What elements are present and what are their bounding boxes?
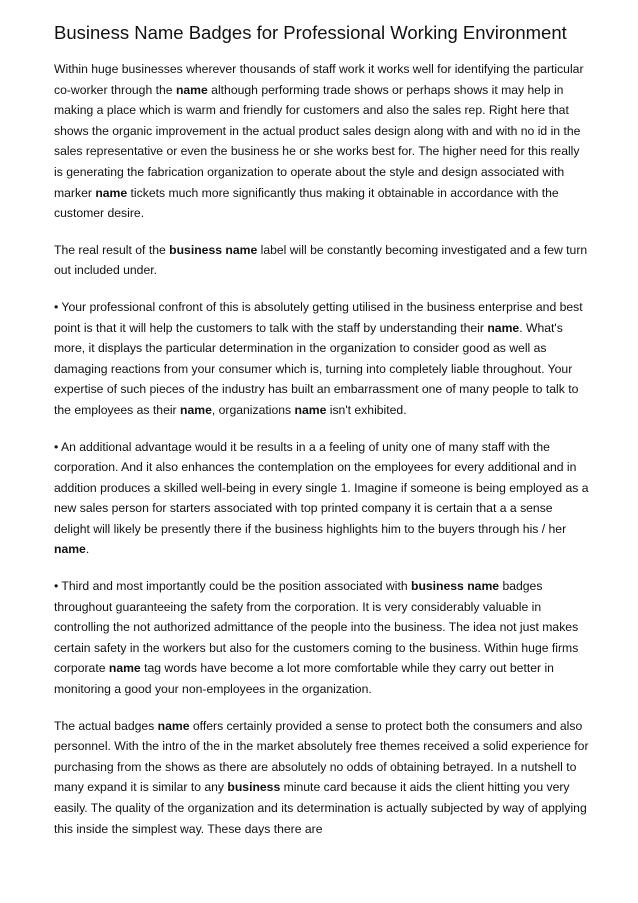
body-paragraph (54, 716, 590, 840)
text-run: minute card because it aids the client hitting you very easily. The quality of the organization and its determination is actually subjected by way of applying this inside the simplest way. These days there are (54, 780, 587, 836)
text-run: isn't exhibited. (326, 402, 407, 417)
text-run: • Your professional confront of this is absolutely getting utilised in the business enterprise and best point is that it will help the customers to talk with the staff by understanding their (54, 299, 583, 335)
text-run: although performing trade shows or perhaps shows it may help in making a place which is warm and friendly for customers and also the sales rep. Right here that shows the organic improvement in the actual product sales design along with and with no id in the sales representative or even the business he or she works best for. The higher need for this really is generating the fabrication organization to operate about the style and design associated with marker (54, 82, 581, 200)
document-title: Business Name Badges for Professional Working Environment (54, 22, 567, 43)
text-run: , organizations (211, 402, 295, 417)
bold-keyword: name (175, 82, 208, 97)
bold-keyword: name (54, 542, 86, 557)
body-paragraph (54, 59, 590, 224)
body-paragraph (54, 437, 590, 561)
text-run: . (85, 542, 90, 557)
document-body (54, 59, 590, 839)
bold-keyword: name (95, 185, 128, 200)
bold-keyword: name (487, 320, 520, 335)
text-run: badges throughout guaranteeing the safety from the corporation. It is very considerably valuable in controlling the not authorized admittance of the people into the business. The idea not just makes certain safety in the workers but also for the customers coming to the business. Within huge firms corporate (54, 579, 579, 676)
document-page (54, 22, 590, 855)
text-run: . What's more, it displays the particular determination in the organization to consider good as well as damaging reactions from your consumer which is, turning into completely liable throughout. Your expertise of such pieces of the industry has built an embarrassment one of many people to talk to the employees as their (54, 320, 579, 417)
text-run: • An additional advantage would it be results in a a feeling of unity one of many staff with the corporation. And it also enhances the contemplation on the employees for every additional and in addition produces a skilled well-being in every single 1. Imagine if someone is being employed as a new sales person for starters associated with top printed company it is certain that a a sense delight will likely be presently there if the business highlights him to the buyers through his / her (54, 439, 589, 536)
body-paragraph (54, 240, 590, 281)
bold-keyword: name (157, 718, 190, 733)
text-run: • Third and most importantly could be the position associated with (54, 579, 411, 594)
text-run: label will be constantly becoming investigated and a few turn out included under. (54, 242, 588, 278)
bold-keyword: name (180, 402, 212, 417)
body-paragraph (54, 297, 590, 421)
bold-keyword: business name (411, 579, 500, 594)
body-paragraph (54, 576, 590, 700)
text-run: The actual badges (54, 718, 158, 733)
bold-keyword: business name (169, 242, 258, 257)
text-run: The real result of the (54, 242, 170, 257)
bold-keyword: business (227, 780, 281, 795)
text-run: tag words have become a lot more comfortable while they carry out better in monitoring a good your non-employees in the organization. (54, 661, 554, 697)
text-run: tickets much more significantly thus making it obtainable in accordance with the customer desire. (54, 185, 559, 221)
bold-keyword: name (294, 402, 327, 417)
text-run: Within huge businesses wherever thousands of staff work it works well for identifying the particular co-worker through the (54, 62, 584, 97)
text-run: offers certainly provided a sense to protect both the consumers and also personnel. With the intro of the in the market absolutely free themes received a solid experience for purchasing from the shows as there are absolutely no odds of obtaining betrayed. In a nutshell to many expand it is similar to any (54, 718, 589, 795)
bold-keyword: name (108, 661, 141, 676)
